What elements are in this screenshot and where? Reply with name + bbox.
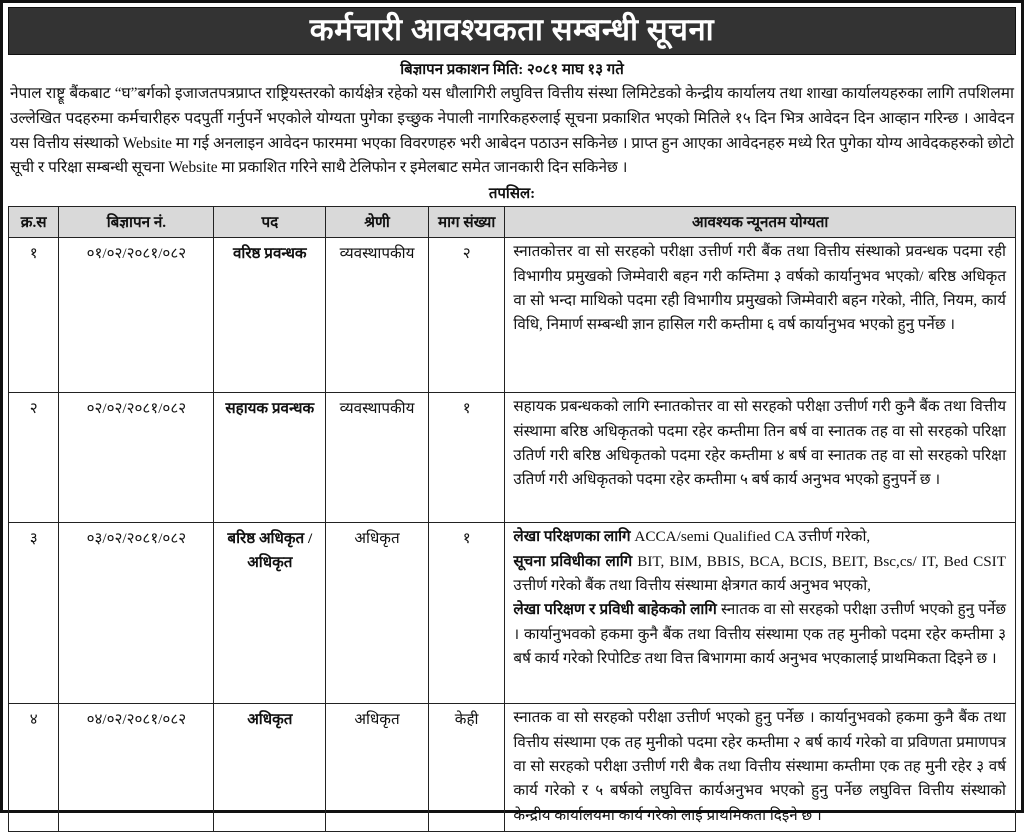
column-header-2: पद	[214, 207, 326, 238]
qualification-text: स्नातक वा सो सरहको परीक्षा उत्तीर्ण भएको हुनु पर्नेछ । कार्यानुभवको हकमा कुनै बैंक तथा वित्तीय संस्थामा एक तह मुनीको पदमा रहेर कम्तीमा २ बर्ष कार्य गरेको वा प्रविणता प्रमाणपत्र वा सो सरहको परीक्षा उत्तीर्ण गरी बैक तथा वित्तीय संस्थामा कम्तीमा एक तह मुनी रहेर ३ वर्ष कार्य गरेको र ५ बर्षको लघुवित्त कार्यअनुभव भएको हुनु पर्नेछ लघुवित्त वित्तीय संस्थाको केन्द्रीय कार्यालयमा कार्य गरेको लाई प्राथमिकता दिइने छ ।	[513, 709, 1006, 824]
notice-banner	[8, 7, 1016, 55]
qualification-cell	[505, 523, 1016, 704]
sn-cell: १	[9, 238, 59, 393]
intro-paragraph: नेपाल राष्ट्रू बैंकबाट “घ”बर्गको इजाजतपत्रप्राप्त राष्ट्रियस्तरको कार्यक्षेत्र रहेको यस धौलागिरी लघुवित्त वित्तीय संस्था लिमिटेडको केन्द्रीय कार्यालय तथा शाखा कार्यालयहरुका लागि तपशिलमा उल्लेखित पदहरुमा कर्मचारीहरु पदपुर्ती गर्नुपर्ने भएकोले योग्यता पुगेका इच्छुक नेपाली नागरिकहरुलाई सूचना प्रकाशित भएको मितिले १५ दिन भित्र आवेदन दिन आव्हान गरिन्छ । आवेदन यस वित्तीय संस्थाको Website मा गई अनलाइन आवेदन फारममा भएका विवरणहरु भरी आबेदन पठाउन सकिनेछ । प्राप्त हुन आएका आवेदनहरु मध्ये रित पुगेका योग्य आवेदकहरुको छोटो सूची र परिक्षा सम्बन्धी सूचना Website मा प्रकाशित गरिने साथै टेलिफोन र इमेलबाट समेत जानकारी दिन सकिनेछ ।	[10, 85, 1014, 177]
qualification-bold-lead: लेखा परिक्षण र प्रविधी बाहेकको लागि	[513, 601, 722, 619]
position-cell: सहायक प्रवन्धक	[214, 393, 326, 523]
table-row	[9, 393, 1016, 523]
qualification-bold-lead: लेखा परिक्षणका लागि	[513, 528, 635, 546]
column-header-1: बिज्ञापन नं.	[59, 207, 214, 238]
ad-no-cell: ०३/०२/२०८१/०८२	[59, 523, 214, 704]
ad-no-cell: ०२/०२/२०८१/०८२	[59, 393, 214, 523]
level-cell: व्यवस्थापकीय	[326, 393, 429, 523]
position-cell: वरिष्ठ प्रवन्धक	[214, 238, 326, 393]
column-header-3: श्रेणी	[326, 207, 429, 238]
qualification-text: ACCA/semi Qualified CA उत्तीर्ण गरेको,	[634, 528, 871, 546]
details-heading: तपसिल:	[488, 186, 536, 203]
position-cell: बरिष्ठ अधिकृत /अधिकृत	[214, 523, 326, 704]
qualification-text: सहायक प्रबन्धकको लागि स्नातकोत्तर वा सो सरहको परीक्षा उत्तीर्ण गरी कुनै बैंक तथा वित्तीय संस्थामा बरिष्ठ अधिकृतको पदमा रहेर कम्तीमा तिन बर्ष वा स्नातक तह वा सो सरहको परिक्षा उतिर्ण गरी बरिष्ठ अधिकृतको पदमा रहेर कम्तीमा ४ बर्ष वा स्नातक तह वा सो सरहको परिक्षा उतिर्ण गरी अधिकृतको पदमा रहेर कम्तीमा ५ बर्ष कार्य अनुभव भएको हुनुपर्ने छ ।	[513, 398, 1006, 489]
table-row	[9, 704, 1016, 832]
vacancy-table	[8, 206, 1016, 832]
notice-title: कर्मचारी आवश्यकता सम्बन्धी सूचना	[309, 12, 715, 47]
level-cell: अधिकृत	[326, 704, 429, 832]
sn-cell: ४	[9, 704, 59, 832]
publish-date-line: बिज्ञापन प्रकाशन मिति: २०८१ माघ १३ गते	[400, 62, 624, 78]
qualification-cell	[505, 704, 1016, 832]
level-cell: अधिकृत	[326, 523, 429, 704]
vacancy-count-cell: २	[428, 238, 505, 393]
qualification-cell	[505, 393, 1016, 523]
qualification-bold-lead: सूचना प्रविधीका लागि	[513, 552, 638, 570]
qualification-text: स्नातक वा सो सरहको परीक्षा उत्तीर्ण भएको हुनु पर्नेछ । कार्यानुभवको हकमा कुनै बैंक तथा वित्तीय संस्थामा एक तह मुनीको पदमा रहेर कम्तीमा ३ बर्ष कार्य गरेको रिपोटिङ तथा वित्त बिभागमा कार्य अनुभव भएकालाई प्राथमिकता दिइने छ ।	[513, 601, 1006, 668]
position-cell: अधिकृत	[214, 704, 326, 832]
qualification-text: BIT, BIM, BBIS, BCA, BCIS, BEIT, Bsc,cs/ IT, Bed CSIT उत्तीर्ण गरेको बैंक तथा वित्तीय संस्थामा क्षेत्रगत कार्य अनुभव भएको,	[513, 552, 1006, 594]
ad-no-cell: ०४/०२/२०८१/०८२	[59, 704, 214, 832]
qualification-cell	[505, 238, 1016, 393]
column-header-5: आवश्यक न्यूनतम योग्यता	[505, 207, 1016, 238]
sn-cell: ३	[9, 523, 59, 704]
qualification-text: स्नातकोत्तर वा सो सरहको परीक्षा उत्तीर्ण गरी बैंक तथा वित्तीय संस्थाको प्रवन्धक पदमा रही विभागीय प्रमुखको जिम्मेवारी बहन गरी कम्तिमा ३ वर्षको कार्यानुभव भएको/ बरिष्ठ अधिकृत वा सो भन्दा माथिको पदमा रही विभागीय प्रमुखको जिम्मेवारी बहन गरेको, नीति, नियम, कार्य विधि, निमार्ण सम्बन्धी ज्ञान हासिल गरी कम्तीमा ६ वर्ष कार्यानुभव भएको हुनु पर्नेछ ।	[513, 243, 1006, 334]
sn-cell: २	[9, 393, 59, 523]
column-header-4: माग संख्या	[428, 207, 505, 238]
vacancy-count-cell: १	[428, 393, 505, 523]
table-header-row	[9, 207, 1016, 238]
vacancy-count-cell: केही	[428, 704, 505, 832]
vacancy-count-cell: १	[428, 523, 505, 704]
table-row	[9, 238, 1016, 393]
ad-no-cell: ०१/०२/२०८१/०८२	[59, 238, 214, 393]
column-header-0: क्र.स	[9, 207, 59, 238]
table-row	[9, 523, 1016, 704]
level-cell: व्यवस्थापकीय	[326, 238, 429, 393]
